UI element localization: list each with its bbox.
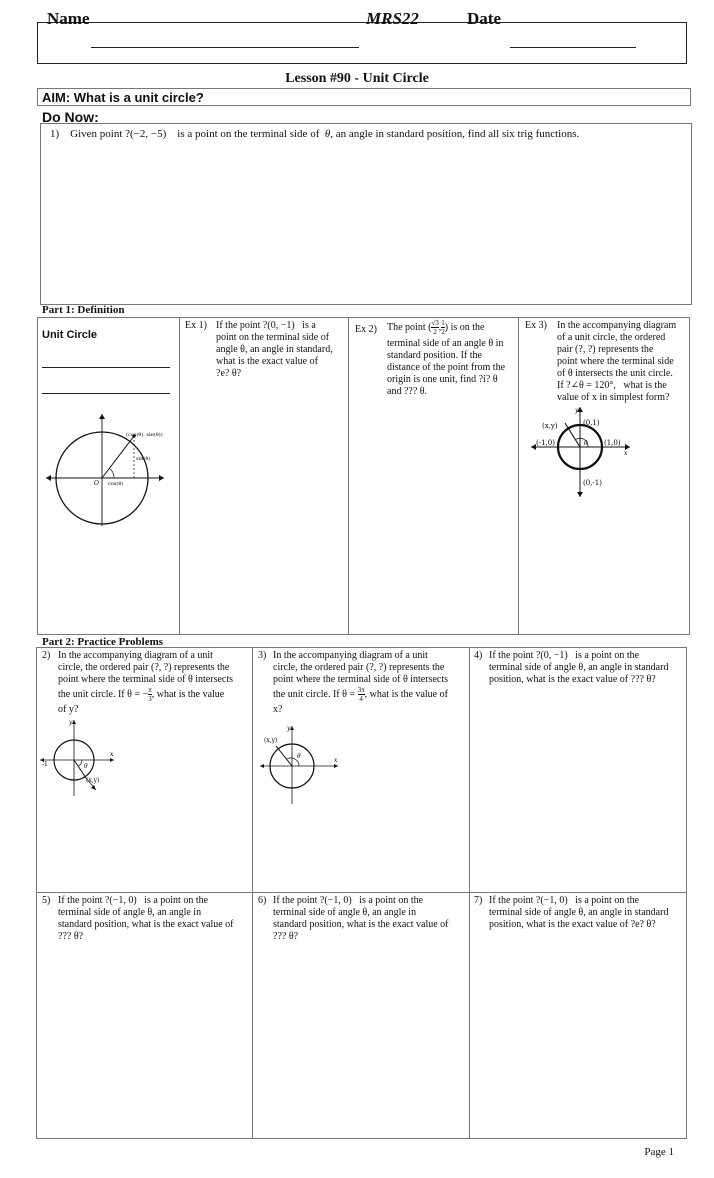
denominator: 2	[433, 328, 437, 337]
ex3-text	[557, 320, 687, 404]
ex1-text	[216, 320, 346, 380]
part2-label: Part 2: Practice Problems	[42, 636, 164, 648]
origin-label: O	[94, 480, 99, 487]
q4-point: If the point ?(0, −1)	[489, 650, 568, 661]
q7-line: position, what is the exact value of ?e? θ?	[489, 919, 656, 930]
divider	[518, 317, 519, 635]
q3-line: In the accompanying diagram of a unit	[273, 650, 428, 661]
ex2-line: distance of the point from the	[387, 362, 506, 373]
q2-line	[58, 686, 250, 704]
do-now-label: Do Now:	[42, 109, 99, 125]
ex2-text-fragment: The point (	[387, 322, 432, 333]
y-axis-label: y	[575, 407, 579, 414]
divider	[36, 892, 687, 893]
ex1-text-fragment: is a	[302, 320, 316, 331]
numerator: 1	[441, 319, 445, 328]
xy-label: (x,y)	[86, 777, 100, 784]
xy-label: (x,y)	[264, 737, 278, 744]
q3-text	[273, 650, 467, 716]
ex3-text-fragment: what is the	[623, 380, 667, 391]
q4-text-fragment: is a point on the	[575, 650, 640, 661]
divider	[348, 317, 349, 635]
date-label: Date	[467, 9, 501, 28]
sin-label: sin(θ)	[136, 456, 151, 462]
xy-label: (x,y)	[542, 422, 558, 430]
ex2-text	[387, 318, 515, 398]
bottom-label: (0,-1)	[583, 479, 602, 487]
name-label: Name	[47, 9, 90, 28]
q4-line	[489, 650, 685, 662]
theta-label: θ	[84, 763, 88, 770]
numerator: 3π	[357, 686, 365, 695]
q7-text	[489, 895, 685, 931]
teacher-name: MRS22	[366, 9, 419, 28]
question-text-end: , an angle in standard position, find all six trig functions.	[330, 128, 580, 140]
ex2-line: standard position. If the	[387, 350, 482, 361]
denominator: 2	[441, 328, 445, 337]
date-line	[510, 30, 636, 48]
q5-line: terminal side of angle θ, an angle in	[58, 907, 202, 918]
q7-line	[489, 895, 685, 907]
q2-text-fragment: , what is the value	[151, 689, 225, 700]
left-label: (-1,0)	[536, 439, 555, 447]
ex2-line: terminal side of an angle θ in	[387, 338, 504, 349]
q2-text	[58, 650, 250, 716]
do-now-box	[40, 123, 692, 305]
theta-symbol: θ	[324, 128, 331, 140]
q3-unit-circle-diagram	[258, 722, 344, 806]
ex3-line: of a unit circle, the ordered	[557, 332, 666, 343]
q7-line: terminal side of angle θ, an angle in standard	[489, 907, 669, 918]
ex1-line: angle θ, an angle in standard,	[216, 344, 333, 355]
q3-text-fragment: , what is the value of	[364, 689, 448, 700]
theta-label: θ	[297, 753, 301, 760]
right-label: (1,0)	[604, 439, 621, 447]
q4-text	[489, 650, 685, 686]
q5-line	[58, 895, 250, 907]
ex3-line: of θ intersects the unit circle.	[557, 368, 673, 379]
q2-number: 2)	[42, 650, 51, 661]
q3-line	[273, 686, 467, 704]
q7-point: If the point ?(−1, 0)	[489, 895, 568, 906]
q7-text-fragment: is a point on the	[575, 895, 640, 906]
ex3-line: value of x in simplest form?	[557, 392, 670, 403]
ex1-number: Ex 1)	[185, 320, 207, 331]
q3-line: point where the terminal side of θ intersects	[273, 674, 449, 685]
x-axis-label: x	[110, 751, 114, 758]
q5-line: ??? θ?	[58, 931, 84, 942]
q3-line: x?	[273, 704, 283, 715]
q6-line: standard position, what is the exact value of	[273, 919, 449, 930]
x-axis-label: x	[624, 450, 628, 457]
q6-point: If the point ?(−1, 0)	[273, 895, 352, 906]
q5-line: standard position, what is the exact value of	[58, 919, 234, 930]
theta-label: θ	[584, 440, 588, 447]
ex1-line: what is the exact value of	[216, 356, 318, 367]
do-now-question	[50, 128, 579, 140]
ex3-text-fragment: If ?∠θ = 120°,	[557, 380, 616, 391]
ex3-unit-circle-diagram	[528, 403, 634, 499]
q2-unit-circle-diagram	[38, 716, 118, 798]
fraction	[431, 319, 438, 336]
ex2-line: and ??? θ.	[387, 386, 428, 397]
q2-text-fragment: the unit circle. If θ = −	[58, 689, 149, 700]
definition-line	[42, 393, 170, 394]
q6-text-fragment: is a point on the	[359, 895, 424, 906]
q3-text-fragment: the unit circle. If θ =	[273, 689, 356, 700]
q6-line: terminal side of angle θ, an angle in	[273, 907, 417, 918]
q6-text	[273, 895, 467, 943]
unit-circle-diagram	[42, 410, 172, 530]
ex2-number: Ex 2)	[355, 324, 377, 335]
q4-line: position, what is the exact value of ??? θ?	[489, 674, 656, 685]
numerator: π	[148, 686, 152, 695]
ex1-line	[216, 320, 346, 332]
ex2-text-fragment: ) is on the	[444, 322, 485, 333]
y-axis-label: y	[69, 719, 73, 726]
q6-number: 6)	[258, 895, 267, 906]
divider	[179, 317, 180, 635]
aim-heading: AIM: What is a unit circle?	[37, 88, 691, 106]
q5-text	[58, 895, 250, 943]
definition-line	[42, 367, 170, 368]
numerator: √3	[431, 319, 439, 328]
q2-line: circle, the ordered pair (?, ?) represents the	[58, 662, 230, 673]
part1-label: Part 1: Definition	[42, 304, 125, 316]
q5-text-fragment: is a point on the	[144, 895, 209, 906]
q2-line: point where the terminal side of θ intersects	[58, 674, 234, 685]
question-text: is a point on the terminal side of	[177, 128, 320, 140]
q2-line: of y?	[58, 704, 79, 715]
neg-one-label: -1	[42, 761, 48, 768]
divider	[469, 647, 470, 1139]
denominator: 4	[359, 695, 363, 704]
x-axis-label: x	[334, 757, 338, 764]
q3-number: 3)	[258, 650, 267, 661]
q2-line: In the accompanying diagram of a unit	[58, 650, 213, 661]
lesson-title: Lesson #90 - Unit Circle	[285, 71, 429, 86]
question-point: Given point ?(−2, −5)	[70, 128, 167, 140]
ex3-line	[557, 380, 687, 392]
ex3-line: In the accompanying diagram	[557, 320, 677, 331]
q4-number: 4)	[474, 650, 483, 661]
q6-line	[273, 895, 467, 907]
unit-circle-label: Unit Circle	[42, 329, 98, 341]
question-number: 1)	[50, 128, 60, 140]
ex1-line: ?e? θ?	[216, 368, 242, 379]
ex3-line: pair (?, ?) represents the	[557, 344, 654, 355]
q7-number: 7)	[474, 895, 483, 906]
fraction	[358, 686, 365, 703]
ex3-line: point where the terminal side	[557, 356, 674, 367]
page-number: Page 1	[644, 1146, 674, 1158]
q4-line: terminal side of angle θ, an angle in standard	[489, 662, 669, 673]
ex2-line: The point ( $\frac{√3}{2}$ , $\frac{1}{2}$ ) is on the	[387, 319, 485, 337]
q3-line: circle, the ordered pair (?, ?) represents the	[273, 662, 445, 673]
cos-label: cos(θ)	[108, 481, 124, 487]
ex1-point: If the point ?(0, −1)	[216, 320, 295, 331]
ex3-number: Ex 3)	[525, 320, 547, 331]
q5-number: 5)	[42, 895, 51, 906]
part2-box	[36, 647, 687, 1139]
name-line	[91, 30, 359, 48]
point-label: (cos(θ), sin(θ))	[126, 432, 163, 438]
top-label: (0,1)	[583, 419, 600, 427]
ex1-line: point on the terminal side of	[216, 332, 330, 343]
ex2-line: origin is one unit, find ?i? θ	[387, 374, 498, 385]
q5-point: If the point ?(−1, 0)	[58, 895, 137, 906]
denominator: 3	[148, 695, 152, 704]
divider	[252, 647, 253, 1139]
y-axis-label: y	[287, 725, 291, 732]
q6-line: ??? θ?	[273, 931, 299, 942]
